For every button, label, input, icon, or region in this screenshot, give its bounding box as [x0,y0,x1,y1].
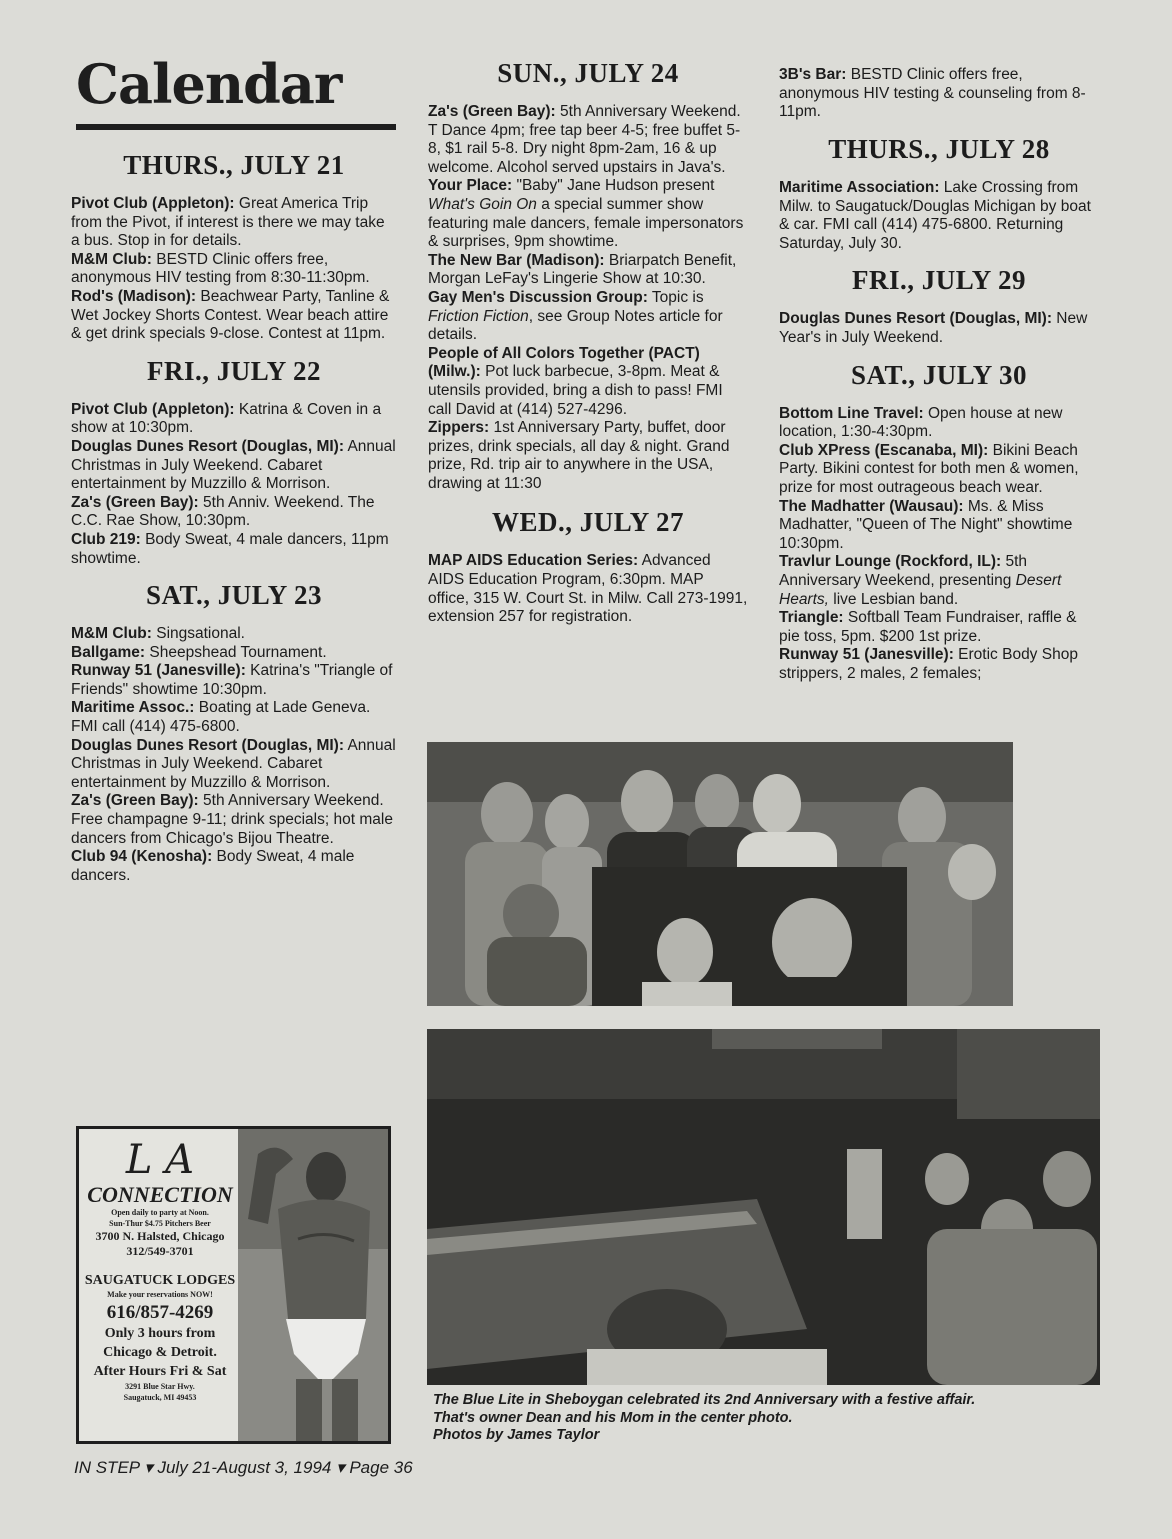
page-title: Calendar [76,52,342,116]
ad-addr3: Saugatuck, MI 49453 [123,1393,197,1402]
venue-name: The Madhatter (Wausau): [779,497,964,515]
ad-line2: Sun-Thur $4.75 Pitchers Beer [109,1219,211,1228]
venue-name: M&M Club: [71,625,152,643]
column-3-intro [779,66,1099,122]
calendar-entry [779,405,1099,442]
ad-address: 3700 N. Halsted, Chicago [95,1229,225,1243]
ad-logo: L A [125,1137,195,1183]
calendar-entry [428,289,748,345]
day-entries [71,401,397,568]
calendar-entry [779,442,1099,498]
day-entries [428,103,748,493]
venue-name: Maritime Assoc.: [71,699,195,717]
venue-name: Pivot Club (Appleton): [71,400,235,418]
day-entries [779,405,1099,684]
entry-text: Topic is [647,288,704,306]
calendar-entry [779,310,1099,347]
venue-name: Za's (Green Bay): [71,493,199,511]
day-entries [779,179,1099,253]
entry-text: Ms. & Miss Madhatter, "Queen of The Night" showtime 10:30pm. [779,497,1073,552]
calendar-entry [428,103,748,177]
venue-name: Club 94 (Kenosha): [71,848,213,866]
venue-name: Club XPress (Escanaba, MI): [779,441,989,459]
calendar-entry [779,66,1099,122]
entry-text-cont: , see Group Notes article for details. [428,307,723,344]
entry-italic-title: Friction Fiction [428,307,529,325]
title-rule [76,124,396,130]
venue-name: Triangle: [779,609,844,627]
la-connection-ad [76,1126,391,1444]
day-heading: WED., JULY 27 [491,507,685,538]
entry-text: Softball Team Fundraiser, raffle & pie toss, 5pm. $200 1st prize. [779,609,1077,645]
ad-model-photo [238,1129,388,1441]
day-heading: THURS., JULY 28 [828,134,1050,164]
calendar-entry [71,531,397,568]
entry-text: "Baby" Jane Hudson present [512,177,715,195]
ad-tag3: After Hours Fri & Sat [93,1364,227,1379]
entry-text: Open house at new location, 1:30-4:30pm. [779,404,1063,441]
calendar-entry [71,792,397,848]
venue-name: MAP AIDS Education Series: [428,552,639,570]
entry-text: 5th Anniversary Weekend, presenting [779,553,1028,589]
ad-tag2: Chicago & Detroit. [103,1345,217,1360]
entry-italic-title: What's Goin On [428,195,537,213]
entry-text: Beachwear Party, Tanline & Wet Jockey Shorts Contest. Wear beach attire & get drink specials 9-close. Contest at 11pm. [71,287,390,343]
entry-text: Boating at Lade Geneva. FMI call (414) 475-6800. [71,699,371,736]
calendar-entry [71,625,397,644]
ad-addr2: 3291 Blue Star Hwy. [125,1382,195,1391]
calendar-entry [71,438,397,494]
venue-name: Douglas Dunes Resort (Douglas, MI): [71,736,344,754]
calendar-entry [779,179,1099,253]
venue-name: Travlur Lounge (Rockford, IL): [779,553,1002,571]
entry-text: Bikini Beach Party. Bikini contest for both men & women, prize for most outrageous beach wear. [779,441,1079,496]
calendar-entry [71,662,397,699]
day-heading: SAT., JULY 23 [145,580,323,611]
calendar-entry [428,177,748,251]
calendar-entry [71,288,397,344]
entry-text: 5th Anniversary Weekend. Free champagne 9-11; drink specials; hot male dancers from Chicago's Bijou Theatre. [71,792,393,847]
entry-text: Annual Christmas in July Weekend. Cabaret entertainment by Muzzillo & Morrison. [71,437,396,493]
calendar-entry [71,401,397,438]
venue-name: Club 219: [71,530,141,548]
entry-text: Katrina's "Triangle of Friends" showtime 10:30pm. [71,662,393,698]
venue-name: Zippers: [428,419,490,437]
entry-text: Annual Christmas in July Weekend. Cabaret entertainment by Muzzillo & Morrison. [71,736,396,791]
entry-text: Katrina & Coven in a show at 10:30pm. [71,400,382,437]
ad-name: CONNECTION [87,1182,233,1207]
calendar-entry [428,419,748,493]
bar-photo [427,1029,1100,1385]
entry-text: 5th Anniv. Weekend. The C.C. Rae Show, 10:30pm. [71,493,375,530]
entry-text: BESTD Clinic offers free, anonymous HIV testing from 8:30-11:30pm. [71,250,370,287]
venue-name: Rod's (Madison): [71,287,197,305]
entry-text: 5th Anniversary Weekend. T Dance 4pm; free tap beer 4-5; free buffet 5-8, $1 rail 5-8. Dry night 8pm-2am, 16 & up welcome. Alcohol served upstairs in Java's. [428,103,741,176]
venue-name: Douglas Dunes Resort (Douglas, MI): [779,310,1052,328]
venue-name: Douglas Dunes Resort (Douglas, MI): [71,437,344,455]
calendar-entry [71,737,397,793]
photo-caption [433,1392,1113,1445]
venue-name: M&M Club: [71,250,152,268]
venue-name: Maritime Association: [779,179,940,196]
venue-name: 3B's Bar: [779,66,847,83]
calendar-entry [71,251,397,288]
venue-name: Bottom Line Travel: [779,404,924,422]
group-photo [427,742,1013,1006]
entry-text: Great America Trip from the Pivot, if interest is there we may take a bus. Stop in for details. [71,195,385,250]
entry-text: Body Sweat, 4 male dancers. [71,848,355,884]
entry-text: Lake Crossing from Milw. to Saugatuck/Douglas Michigan by boat & car. FMI call (414) 475-6800. Returning Saturday, July 30. [779,179,1091,252]
day-entries [71,625,397,885]
calendar-entry [71,644,397,663]
ad-phone2: 616/857-4269 [106,1302,214,1323]
ad-phone1: 312/549-3701 [126,1244,194,1258]
entry-italic-title: Desert Hearts, [779,571,1062,608]
calendar-entry [779,609,1099,646]
ad-line1: Open daily to party at Noon. [111,1208,209,1217]
entry-text: Body Sweat, 4 male dancers, 11pm showtime. [71,530,389,567]
caption-line3: Photos by James Taylor [433,1427,600,1443]
ad-tag1: Only 3 hours from [104,1326,216,1341]
calendar-entry [779,646,1099,683]
entry-text: New Year's in July Weekend. [779,310,1088,346]
calendar-entry [779,553,1099,609]
day-heading: SAT., JULY 30 [850,359,1028,390]
entry-text: Advanced AIDS Education Program, 6:30pm. MAP office, 315 W. Court St. in Milw. Call 273-1991, extension 257 for registration. [428,552,748,626]
venue-name: Gay Men's Discussion Group: [428,288,648,306]
calendar-entry [71,848,397,885]
ad-lodge-note: Make your reservations NOW! [107,1290,213,1299]
page-footer: IN STEP ▾ July 21-August 3, 1994 ▾ Page 36 [74,1458,413,1477]
calendar-entry [428,552,748,626]
column-3 [779,134,1099,683]
calendar-entry [71,195,397,251]
day-entries [428,552,748,626]
caption-line2: That's owner Dean and his Mom in the center photo. [433,1409,793,1426]
day-entries [71,195,397,344]
ad-lodge: SAUGATUCK LODGES [84,1273,236,1288]
entry-text: Pot luck barbecue, 3-8pm. Meat & utensils provided, bring a dish to pass! FMI call David at (414) 527-4296. [428,363,723,418]
venue-name: People of All Colors Together (PACT) (Milw.): [428,344,700,381]
venue-name: The New Bar (Madison): [428,251,605,269]
venue-name: Your Place: [428,177,513,195]
entry-text: Erotic Body Shop strippers, 2 males, 2 females; [779,646,1078,682]
caption-line1: The Blue Lite in Sheboygan celebrated its 2nd Anniversary with a festive affair. [433,1392,976,1408]
entry-text: BESTD Clinic offers free, anonymous HIV testing & counseling from 8-11pm. [779,66,1086,121]
venue-name: Za's (Green Bay): [71,792,199,810]
entry-text: Singsational. [151,625,245,643]
venue-name: Pivot Club (Appleton): [71,195,235,212]
calendar-entry [428,252,748,289]
entry-text: 1st Anniversary Party, buffet, door prizes, drink specials, all day & night. Grand prize, Rd. trip air to anywhere in the USA, drawing at 11:30 [428,419,730,492]
calendar-entry [71,494,397,531]
entry-text-cont: a special summer show featuring male dancers, female impersonators & surprises, 9pm showtime. [428,195,744,251]
venue-name: Za's (Green Bay): [428,103,556,120]
column-1 [71,150,397,885]
day-heading: SUN., JULY 24 [497,58,679,88]
day-heading: FRI., JULY 22 [146,355,322,386]
entry-text: Briarpatch Benefit, Morgan LeFay's Lingerie Show at 10:30. [428,251,737,288]
day-entries [779,310,1099,347]
calendar-entry [779,498,1099,554]
entry-text: Sheepshead Tournament. [145,643,327,661]
venue-name: Runway 51 (Janesville): [779,646,954,664]
venue-name: Ballgame: [71,643,146,661]
column-2 [428,58,748,627]
calendar-entry [428,345,748,419]
entry-text-cont: live Lesbian band. [828,590,959,608]
calendar-entry [71,699,397,736]
venue-name: Runway 51 (Janesville): [71,662,246,680]
day-heading: THURS., JULY 21 [123,150,345,180]
day-heading: FRI., JULY 29 [851,265,1027,296]
